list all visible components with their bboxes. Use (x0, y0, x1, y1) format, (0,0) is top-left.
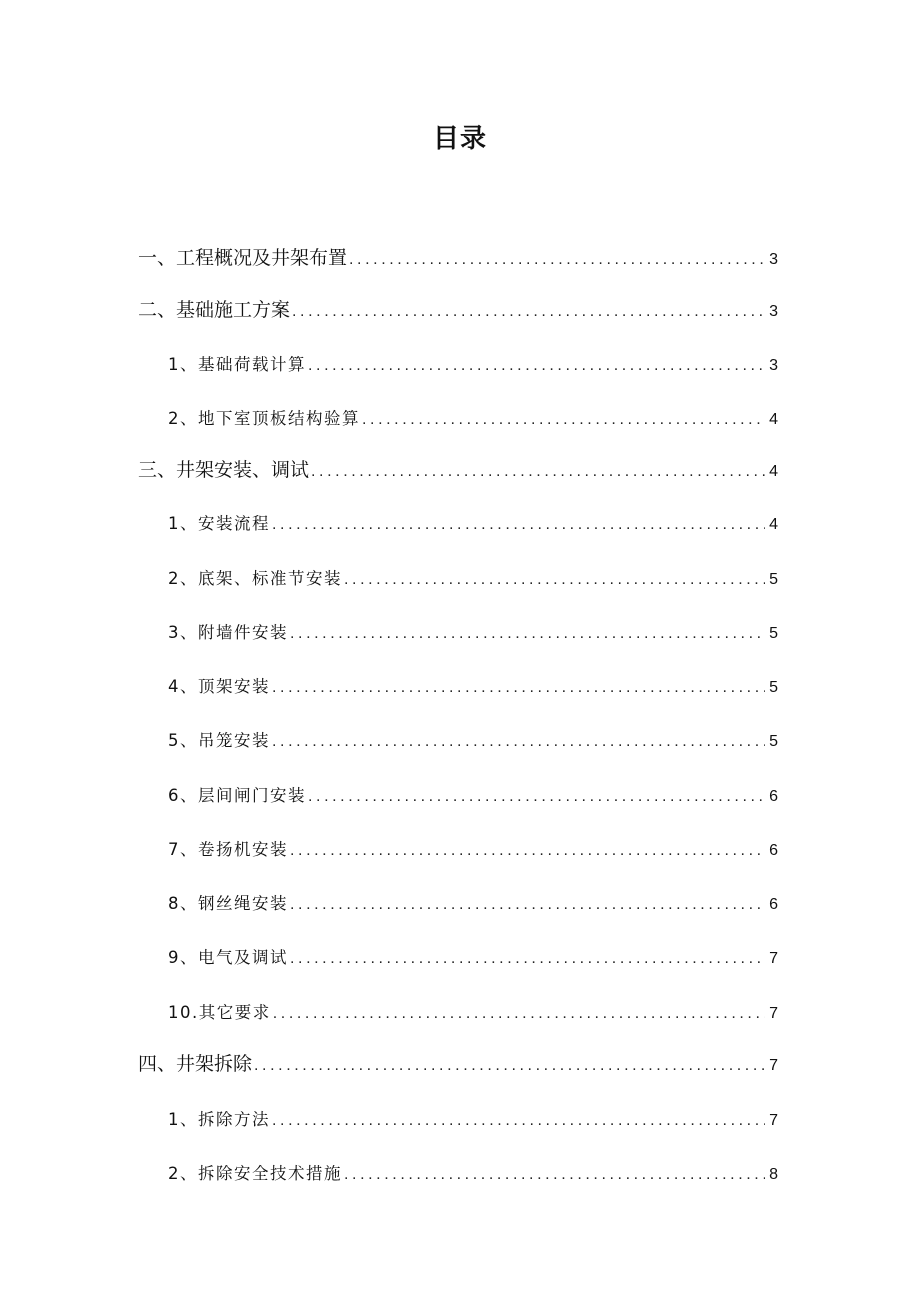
dot-leader (272, 1112, 765, 1130)
toc-entry[interactable] (138, 455, 778, 482)
toc-entry-label: 1、安装流程 (168, 514, 270, 533)
toc-page-number: 3 (769, 303, 778, 320)
toc-entry-label: 8、钢丝绳安装 (168, 894, 288, 913)
toc-entry-label: 2、拆除安全技术措施 (168, 1164, 342, 1183)
toc-title: 目录 (432, 124, 487, 154)
dot-leader (290, 950, 765, 968)
toc-entry[interactable] (138, 295, 778, 322)
toc-entry-label: 7、卷扬机安装 (168, 840, 288, 859)
toc-entry[interactable] (138, 1049, 778, 1076)
toc-page-number: 4 (769, 516, 778, 533)
toc-page-number: 6 (769, 896, 778, 913)
toc-entry-label: 5、吊笼安装 (168, 731, 270, 750)
toc-entry-label: 10.其它要求 (168, 1003, 271, 1022)
toc-page-number: 7 (769, 950, 778, 967)
toc-entry-label: 6、层间闸门安装 (168, 786, 306, 805)
toc-page-number: 4 (769, 463, 778, 480)
dot-leader (272, 679, 765, 697)
toc-entry-label: 四、井架拆除 (138, 1053, 253, 1075)
toc-entry[interactable] (168, 565, 778, 589)
dot-leader (349, 251, 765, 269)
toc-entry-label: 2、地下室顶板结构验算 (168, 409, 360, 428)
toc-entry[interactable] (168, 836, 778, 860)
toc-entry-label: 三、井架安装、调试 (138, 459, 310, 481)
dot-leader (292, 303, 765, 321)
toc-entry[interactable] (168, 405, 778, 429)
toc-page-number: 6 (769, 842, 778, 859)
dot-leader (290, 625, 765, 643)
toc-page-number: 5 (769, 571, 778, 588)
toc-entry[interactable] (168, 351, 778, 375)
dot-leader (311, 463, 765, 481)
toc-page-number: 3 (769, 357, 778, 374)
toc-entry[interactable] (138, 243, 778, 270)
toc-entry-label: 二、基础施工方案 (138, 299, 291, 321)
toc-page-number: 8 (769, 1166, 778, 1183)
dot-leader (344, 1166, 765, 1184)
dot-leader (290, 896, 765, 914)
dot-leader (344, 571, 765, 589)
toc-entry[interactable] (168, 782, 778, 806)
dot-leader (290, 842, 765, 860)
toc-entry[interactable] (168, 1106, 778, 1130)
toc-entry-label: 1、拆除方法 (168, 1110, 270, 1129)
toc-entry-label: 2、底架、标准节安装 (168, 569, 342, 588)
toc-page-number: 4 (769, 411, 778, 428)
dot-leader (308, 357, 765, 375)
toc-entry-label: 9、电气及调试 (168, 948, 288, 967)
toc-entry[interactable] (168, 619, 778, 643)
toc-entry[interactable] (168, 727, 778, 751)
toc-page-number: 7 (769, 1005, 778, 1022)
toc-entry[interactable] (168, 673, 778, 697)
toc-page-number: 5 (769, 733, 778, 750)
toc-entry[interactable] (168, 999, 778, 1023)
toc-entry-label: 4、顶架安装 (168, 677, 270, 696)
toc-page-number: 5 (769, 679, 778, 696)
toc-entry[interactable] (168, 890, 778, 914)
dot-leader (273, 1005, 765, 1023)
dot-leader (272, 516, 765, 534)
toc-entry-label: 3、附墙件安装 (168, 623, 288, 642)
toc-entry-label: 一、工程概况及井架布置 (138, 247, 348, 269)
toc-page-number: 6 (769, 788, 778, 805)
toc-page-number: 5 (769, 625, 778, 642)
toc-entry[interactable] (168, 944, 778, 968)
toc-entry[interactable] (168, 1160, 778, 1184)
dot-leader (254, 1057, 765, 1075)
toc-page-number: 3 (769, 251, 778, 268)
dot-leader (272, 733, 765, 751)
dot-leader (308, 788, 765, 806)
dot-leader (362, 411, 765, 429)
toc-page-number: 7 (769, 1057, 778, 1074)
toc-entry[interactable] (168, 510, 778, 534)
toc-entry-label: 1、基础荷载计算 (168, 355, 306, 374)
toc-page-number: 7 (769, 1112, 778, 1129)
